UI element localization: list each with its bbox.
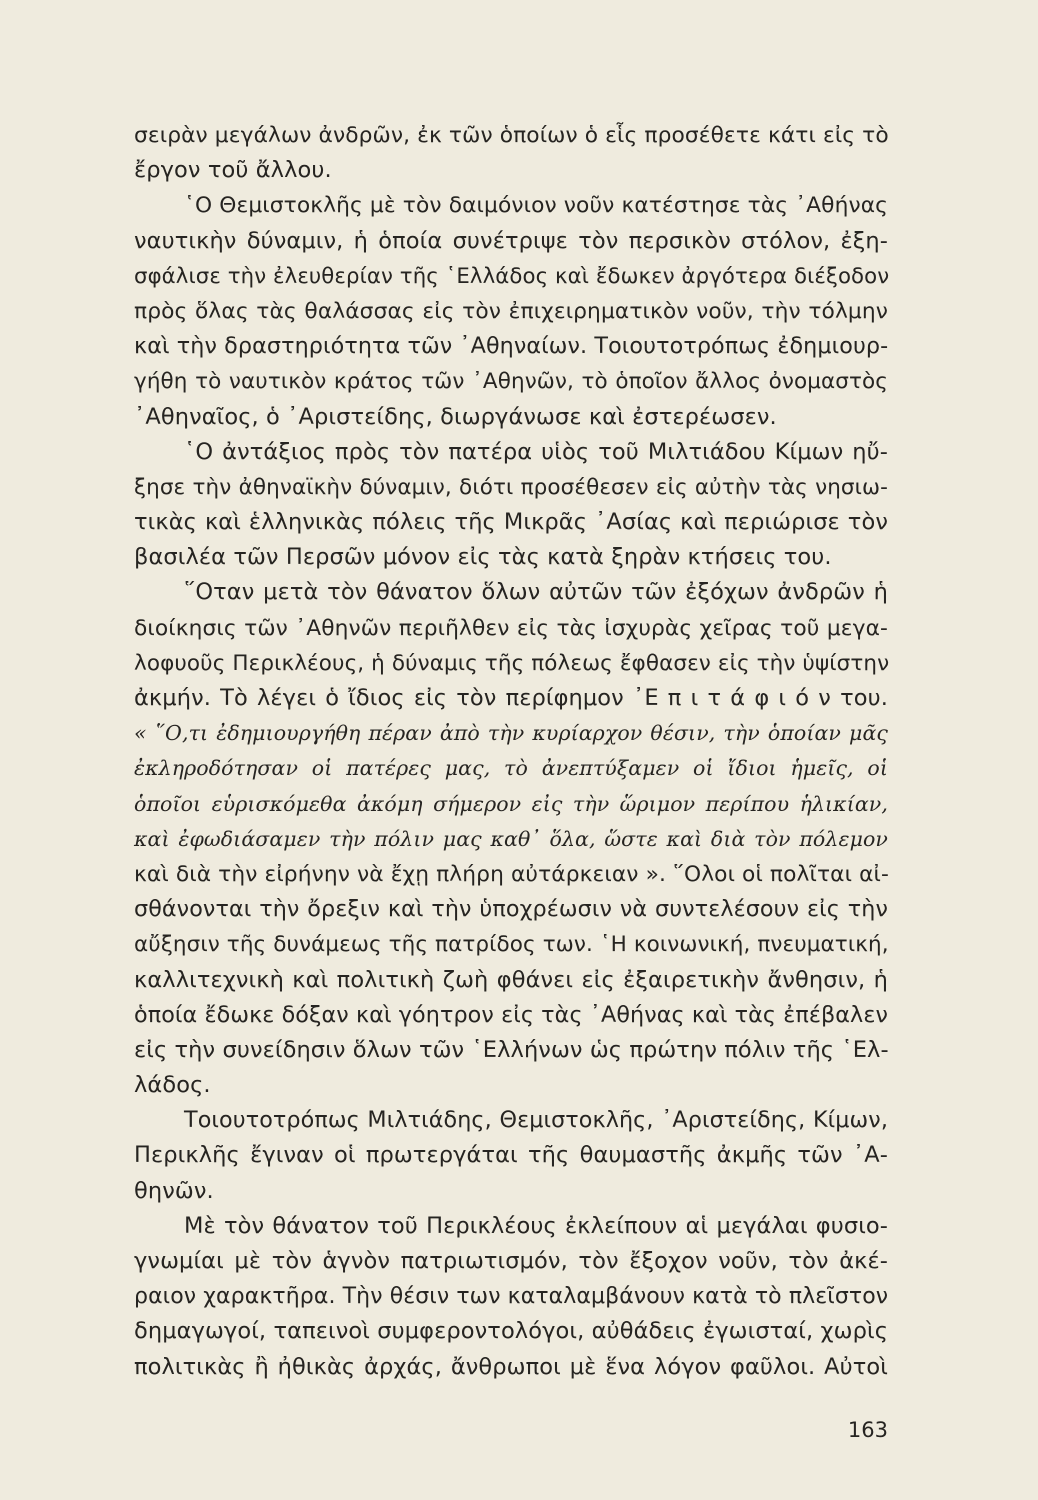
text-line: ῾Ο ἀντάξιος πρὸς τὸν πατέρα υἱὸς τοῦ Μιλτιάδου Κίμων ηὔ- [184,438,888,465]
text-line: Τοιουτοτρόπως Μιλτιάδης, Θεμιστοκλῆς, ᾿Αριστείδης, Κίμων, [184,1107,888,1134]
text-line: ῾Ο Θεμιστοκλῆς μὲ τὸν δαιμόνιον νοῦν κατέστησε τὰς ᾿Αθήνας [184,193,888,219]
text-line: πρὸς ὅλας τὰς θαλάσσας εἰς τὸν ἐπιχειρηματικὸν νοῦν, τὴν τόλμην [134,298,888,324]
text-line: καὶ διὰ τὴν εἰρήνην νὰ ἔχῃ πλήρη αὐτάρκειαν ». ῞Ολοι οἱ πολῖται αἰ- [134,861,889,887]
text-line: αὔξησιν τῆς δυνάμεως τῆς πατρίδος των. ῾Η κοινωνική, πνευματική, [134,932,889,958]
text-line: σφάλισε τὴν ἐλευθερίαν τῆς ῾Ελλάδος καὶ ἔδωκεν ἀργότερα διέξοδον [134,263,890,289]
text-line: ὁποία ἔδωκε δόξαν καὶ γόητρον εἰς τὰς ᾿Αθήνας καὶ τὰς ἐπέβαλεν [134,1001,888,1028]
text-line: γνωμίαι μὲ τὸν ἁγνὸν πατριωτισμόν, τὸν ἔξοχον νοῦν, τὸν ἀκέ- [134,1248,888,1274]
text-line: διοίκησις τῶν ᾿Αθηνῶν περιῆλθεν εἰς τὰς ἰσχυρὰς χεῖρας τοῦ μεγα- [134,615,888,641]
text-line: ναυτικὴν δύναμιν, ἡ ὁποία συνέτριψε τὸν περσικὸν στόλον, ἐξη- [134,227,888,254]
text-line: ῞Οταν μετὰ τὸν θάνατον ὅλων αὐτῶν τῶν ἐξόχων ἀνδρῶν ἡ [184,579,888,606]
text-line: ραιον χαρακτῆρα. Τὴν θέσιν των καταλαμβάνουν κατὰ τὸ πλεῖστον [134,1284,889,1310]
text-line: λάδος. [134,1072,211,1099]
text-line: σθάνονται τὴν ὄρεξιν καὶ τὴν ὑποχρέωσιν νὰ συντελέσουν εἰς τὴν [134,896,888,923]
quote-line: ἐκληροδότησαν οἱ πατέρες μας, τὸ ἀνεπτύξαμεν οἱ ἴδιοι ἡμεῖς, οἱ [134,756,888,781]
text-line: λοφυοῦς Περικλέους, ἡ δύναμις τῆς πόλεως ἔφθασεν εἰς τὴν ὑψίστην [134,650,890,676]
quote-line: καὶ ἐφωδιάσαμεν τὴν πόλιν μας καθ᾿ ὅλα, ὥστε καὶ διὰ τὸν πόλεμον [134,826,888,851]
text-line: ᾿Αθηναῖος, ὁ ᾿Αριστείδης, διωργάνωσε καὶ ἐστερέωσεν. [134,403,777,430]
text-line: καὶ τὴν δραστηριότητα τῶν ᾿Αθηναίων. Τοιουτοτρόπως ἐδημιουρ- [134,333,889,360]
text-line: καλλιτεχνικὴ καὶ πολιτικὴ ζωὴ φθάνει εἰς ἐξαιρετικὴν ἄνθησιν, ἡ [134,966,888,993]
quote-line: ὁποῖοι εὑρισκόμεθα ἀκόμη σήμερον εἰς τὴν ὥριμον περίπου ἡλικίαν, [134,791,888,816]
text-line: Περικλῆς ἔγιναν οἱ πρωτεργάται τῆς θαυμαστῆς ἀκμῆς τῶν ᾿Α- [134,1142,888,1169]
text-line: πολιτικὰς ἢ ἠθικὰς ἀρχάς, ἄνθρωποι μὲ ἕνα λόγον φαῦλοι. Αὐτοὶ [134,1353,888,1380]
text-line: Μὲ τὸν θάνατον τοῦ Περικλέους ἐκλείπουν αἱ μεγάλαι φυσιο- [184,1212,888,1239]
text-line: δημαγωγοί, ταπεινοὶ συμφεροντολόγοι, αὐθάδεις ἐγωισταί, χωρὶς [134,1318,888,1345]
text-line: θηνῶν. [134,1177,214,1204]
text-line: ἀκμήν. Τὸ λέγει ὁ ἴδιος εἰς τὸν περίφημον ᾿Ε π ι τ ά φ ι ό ν του. [134,685,888,711]
quote-line: « ῞Ο,τι ἐδημιουργήθη πέραν ἀπὸ τὴν κυρίαρχον θέσιν, τὴν ὁποίαν μᾶς [134,721,888,746]
text-line: βασιλέα τῶν Περσῶν μόνον εἰς τὰς κατὰ ξηρὰν κτήσεις του. [134,544,832,571]
text-line: ξησε τὴν ἀθηναϊκὴν δύναμιν, διότι προσέθεσεν εἰς αὐτὴν τὰς νησιω- [134,474,888,500]
text-line: σειρὰν μεγάλων ἀνδρῶν, ἐκ τῶν ὁποίων ὁ εἷς προσέθετε κάτι εἰς τὸ [134,123,889,148]
text-line: γήθη τὸ ναυτικὸν κράτος τῶν ᾿Αθηνῶν, τὸ ὁποῖον ἄλλος ὀνομαστὸς [134,369,888,395]
text-line: τικὰς καὶ ἑλληνικὰς πόλεις τῆς Μικρᾶς ᾿Ασίας καὶ περιώρισε τὸν [134,509,888,536]
page-number: 163 [847,1418,888,1442]
text-line: εἰς τὴν συνείδησιν ὅλων τῶν ῾Ελλήνων ὡς πρώτην πόλιν τῆς ῾Ελ- [134,1036,889,1063]
text-line: ἔργον τοῦ ἄλλου. [134,157,332,184]
body-text [134,118,888,1385]
